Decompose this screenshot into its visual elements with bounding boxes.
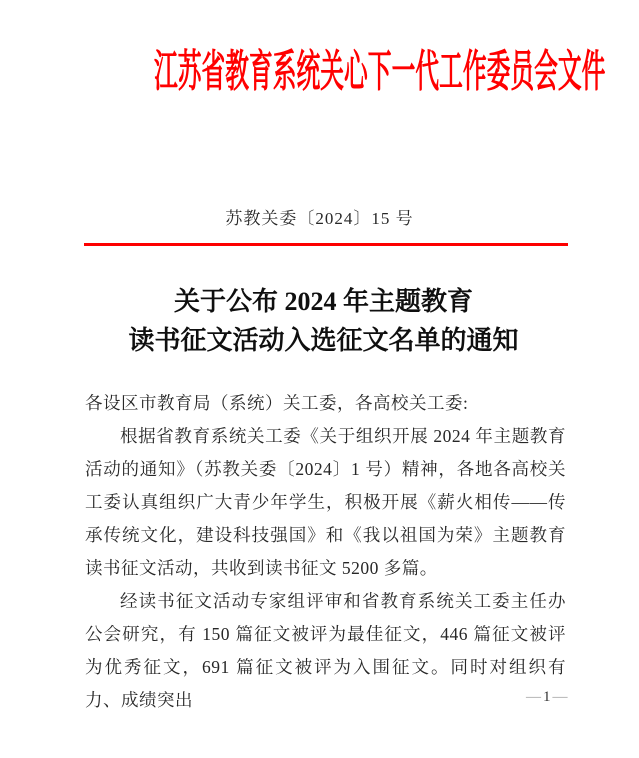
red-header-title: 江苏省教育系统关心下一代工作委员会文件 bbox=[153, 47, 606, 96]
salutation-line: 各设区市教育局（系统）关工委，各高校关工委: bbox=[85, 393, 469, 413]
document-body bbox=[85, 387, 566, 717]
document-title bbox=[4, 282, 639, 360]
body-paragraph-2: 经读书征文活动专家组评审和省教育系统关工委主任办公会研究，有 150 篇征文被评为最佳征文，446 篇征文被评为优秀征文，691 篇征文被评为入围征文。同时对组织有力、成绩突出 bbox=[85, 591, 566, 710]
document-number: 苏教关委〔2024〕15 号 bbox=[225, 209, 414, 228]
document-title-line-2: 读书征文活动入选征文名单的通知 bbox=[128, 326, 519, 355]
document-title-line-1: 关于公布 2024 年主题教育 bbox=[173, 287, 473, 316]
page-number-dash-left: — bbox=[526, 689, 542, 705]
body-paragraph-1: 根据省教育系统关工委《关于组织开展 2024 年主题教育活动的通知》（苏教关委〔2024〕1 号）精神，各地各高校关工委认真组织广大青少年学生，积极开展《薪火相传——传承传统文化，建设科技强国》和《我以祖国为荣》主题教育读书征文活动，共收到读书征文 5200 多篇。 bbox=[85, 426, 566, 578]
page-number-value: 1 bbox=[543, 689, 552, 705]
page-number-dash-right: — bbox=[552, 689, 569, 705]
page-number bbox=[526, 688, 569, 706]
red-divider-line bbox=[84, 243, 568, 246]
